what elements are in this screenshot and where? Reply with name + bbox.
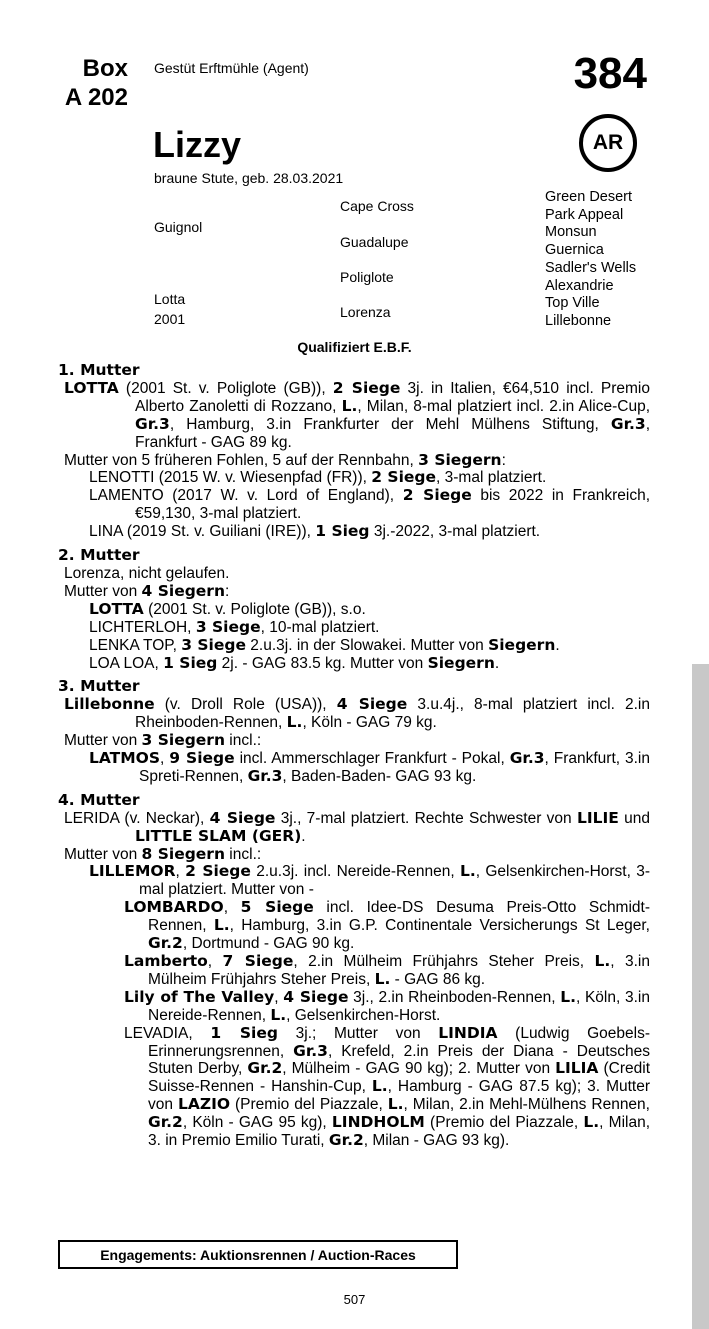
- bold-run: Lily of The Valley: [124, 987, 275, 1006]
- record-entry: [58, 989, 650, 1025]
- text-run: , Milan, 2.in Mehl-Mülhens Rennen,: [403, 1096, 650, 1114]
- text-run: Mutter von: [64, 582, 142, 600]
- record-entry: [58, 810, 650, 846]
- side-tab: [692, 664, 709, 1329]
- text-run: 3.u.4j., 8-mal platziert incl. 2.in Rheinboden-Rennen,: [135, 696, 650, 732]
- text-run: (Credit Suisse-Rennen - Hanshin-Cup,: [148, 1060, 650, 1096]
- text-run: , Milan, 8-mal platziert incl. 2.in Alice-Cup,: [357, 397, 650, 415]
- qualified-ebf: Qualifiziert E.B.F.: [297, 339, 412, 355]
- text-run: , Baden-Baden- GAG 93 kg.: [282, 767, 477, 785]
- bold-run: LINDIA: [438, 1023, 498, 1042]
- text-run: :: [225, 582, 230, 600]
- text-run: incl. Ammerschlager Frankfurt - Pokal,: [234, 750, 510, 768]
- pedigree-dam-dam: Lorenza: [340, 304, 391, 320]
- text-run: LEVADIA,: [124, 1024, 211, 1042]
- text-run: LENOTTI (2015 W. v. Wiesenpfad (FR)),: [89, 469, 372, 487]
- page-number: 507: [343, 1292, 366, 1307]
- bold-run: L.: [371, 1077, 388, 1096]
- bold-run: L.: [560, 987, 576, 1006]
- text-run: Mutter von: [64, 845, 142, 863]
- text-run: , Hamburg, 3.in G.P. Continentale Versicherungs St Leger,: [229, 917, 650, 935]
- pedigree-sire-dam: Guadalupe: [340, 234, 409, 250]
- bold-run: 7 Siege: [222, 952, 294, 970]
- text-run: .: [301, 827, 306, 845]
- text-run: , Köln - GAG 95 kg),: [182, 1114, 332, 1132]
- bold-run: 1 Sieg: [210, 1023, 278, 1042]
- bold-run: L.: [459, 862, 476, 881]
- text-run: , Milan, 3. in Premio Emilio Turati,: [148, 1114, 651, 1150]
- record-entry: [58, 1025, 650, 1150]
- family-section: [58, 547, 650, 672]
- bold-run: L.: [213, 916, 230, 935]
- text-run: Mutter von 5 früheren Fohlen, 5 auf der Rennbahn,: [64, 451, 419, 469]
- bold-run: LILLEMOR: [89, 862, 176, 881]
- bold-run: LOTTA: [64, 378, 119, 397]
- text-run: , Gelsenkirchen-Horst.: [286, 1006, 441, 1024]
- text-run: - GAG 86 kg.: [390, 970, 486, 988]
- bold-run: 2 Siege: [185, 862, 251, 881]
- text-run: 3j.; Mutter von: [277, 1024, 439, 1042]
- bold-run: 2 Siege: [332, 378, 401, 397]
- text-run: LINA (2019 St. v. Guiliani (IRE)),: [89, 523, 316, 541]
- record-entry: [58, 696, 650, 732]
- bold-run: L.: [341, 396, 358, 415]
- text-run: ,: [175, 863, 186, 881]
- bold-run: LITTLE SLAM (GER): [135, 826, 302, 845]
- text-run: 2.u.3j. incl. Nereide-Rennen,: [250, 863, 460, 881]
- text-run: (2001 St. v. Poliglote (GB)), s.o.: [143, 600, 366, 618]
- record-entry: [58, 523, 650, 541]
- pedigree-gen3-item: Top Ville: [545, 295, 600, 312]
- family-section: [58, 792, 650, 1150]
- record-entry: [58, 637, 650, 655]
- bold-run: 4 Siege: [283, 987, 349, 1006]
- text-run: , Krefeld, 2.in Preis der Diana - Deutsches Stuten Derby,: [148, 1042, 650, 1078]
- text-run: , Köln - GAG 79 kg.: [302, 714, 437, 732]
- record-entry: [58, 452, 650, 470]
- section-heading: 1. Mutter: [58, 361, 140, 379]
- bold-run: LINDHOLM: [331, 1113, 425, 1132]
- bold-run: 8 Siegern: [141, 844, 225, 863]
- text-run: (Ludwig Goebels-Erinnerungsrennen,: [148, 1024, 651, 1060]
- record-entry: [58, 565, 650, 583]
- record-entry: [58, 619, 650, 637]
- consignor: Gestüt Erftmühle (Agent): [154, 60, 309, 76]
- bold-run: 4 Siege: [336, 695, 408, 714]
- record-entry: [58, 750, 650, 786]
- text-run: LICHTERLOH,: [89, 618, 196, 636]
- record-entry: [58, 846, 650, 864]
- bold-run: LOTTA: [89, 599, 144, 618]
- section-heading: 2. Mutter: [58, 546, 140, 565]
- bold-run: Gr.2: [328, 1131, 364, 1150]
- bold-run: L.: [270, 1005, 287, 1024]
- record-entry: [58, 487, 650, 523]
- text-run: , 3-mal platziert.: [436, 469, 547, 487]
- text-run: und: [618, 809, 650, 827]
- bold-run: LAZIO: [177, 1095, 231, 1114]
- text-run: 3j., 7-mal platziert. Rechte Schwester von: [275, 809, 577, 827]
- bold-run: 5 Siege: [240, 898, 314, 917]
- bold-run: Gr.2: [148, 934, 183, 953]
- section-heading: 4. Mutter: [58, 790, 140, 809]
- bold-run: 2 Siege: [402, 486, 472, 505]
- bold-run: Gr.3: [509, 749, 545, 768]
- text-run: 2j. - GAG 83.5 kg. Mutter von: [217, 654, 428, 672]
- bold-run: Lillebonne: [64, 695, 155, 714]
- record-entry: [58, 469, 650, 487]
- text-run: Mutter von: [64, 732, 142, 750]
- text-run: (2001 St. v. Poliglote (GB)),: [118, 379, 333, 397]
- text-run: .: [494, 654, 500, 672]
- pedigree-dam-year: 2001: [154, 311, 186, 327]
- record-entry: [58, 583, 650, 601]
- family-section: [58, 362, 650, 541]
- text-run: , Frankfurt - GAG 89 kg.: [135, 415, 650, 451]
- pedigree-dam: [154, 291, 185, 327]
- pedigree-sire: Guignol: [154, 219, 203, 235]
- text-run: ,: [207, 953, 223, 970]
- text-run: incl.:: [225, 845, 262, 863]
- bold-run: 1 Sieg: [163, 653, 218, 672]
- record-entry: [58, 601, 650, 619]
- pedigree-gen3: [545, 189, 636, 331]
- record-entry: [58, 863, 650, 899]
- bold-run: LATMOS: [89, 749, 161, 768]
- family-record: [58, 362, 650, 1150]
- pedigree-gen3-item: Park Appeal: [545, 206, 624, 223]
- text-run: (Premio del Piazzale,: [424, 1114, 584, 1132]
- pedigree-gen3-item: Monsun: [545, 224, 597, 241]
- text-run: , Milan - GAG 93 kg).: [363, 1132, 510, 1150]
- text-run: , Dortmund - GAG 90 kg.: [182, 935, 355, 953]
- text-run: 3j.-2022, 3-mal platziert.: [369, 523, 541, 541]
- bold-run: L.: [583, 1113, 600, 1132]
- pedigree-gen3-item: Sadler's Wells: [545, 259, 637, 276]
- text-run: incl.:: [225, 732, 262, 750]
- ar-badge: AR: [579, 114, 637, 172]
- bold-run: Siegern: [427, 653, 495, 672]
- bold-run: L.: [594, 952, 611, 970]
- text-run: ,: [160, 750, 170, 768]
- bold-run: LILIE: [576, 808, 619, 827]
- horse-name: Lizzy: [153, 124, 242, 165]
- text-run: incl. Idee-DS Desuma Preis-Otto Schmidt-Rennen,: [148, 899, 651, 935]
- text-run: 3j., 2.in Rheinboden-Rennen,: [348, 988, 561, 1006]
- text-run: LOA LOA,: [89, 654, 164, 672]
- bold-run: 9 Siege: [169, 749, 235, 768]
- bold-run: Gr.3: [135, 414, 170, 433]
- pedigree-gen3-item: Lillebonne: [545, 312, 612, 329]
- bold-run: 3 Siege: [181, 635, 246, 654]
- pedigree-gen3-item: Guernica: [545, 242, 604, 259]
- bold-run: 2 Siege: [371, 468, 437, 487]
- pedigree-dam-name: Lotta: [154, 291, 186, 307]
- bold-run: 1 Sieg: [315, 522, 370, 541]
- text-run: , 3.in Mülheim Frühjahrs Steher Preis,: [148, 953, 650, 988]
- text-run: (Premio del Piazzale,: [230, 1096, 388, 1114]
- section-heading: 3. Mutter: [58, 677, 140, 696]
- text-run: , Hamburg - GAG 87.5 kg); 3. Mutter von: [148, 1078, 650, 1114]
- bold-run: LILIA: [555, 1059, 599, 1078]
- record-entry: [58, 953, 650, 989]
- pedigree-gen3-item: Alexandrie: [545, 277, 614, 294]
- box-label: [58, 54, 128, 112]
- bold-run: L.: [374, 969, 391, 988]
- pedigree-sire-sire: Cape Cross: [340, 198, 414, 214]
- text-run: bis 2022 in Frankreich, €59,130, 3-mal platziert.: [135, 487, 650, 523]
- record-entry: [58, 899, 650, 953]
- text-run: LAMENTO (2017 W. v. Lord of England),: [89, 487, 403, 505]
- pedigree-dam-sire: Poliglote: [340, 269, 394, 285]
- bold-run: 4 Siegern: [141, 581, 225, 600]
- text-run: LERIDA (v. Neckar),: [64, 809, 210, 827]
- bold-run: Siegern: [488, 635, 556, 654]
- text-run: Lorenza, nicht gelaufen.: [64, 564, 230, 582]
- text-run: , Hamburg, 3.in Frankfurter der Mehl Mülhens Stiftung,: [169, 415, 611, 433]
- text-run: .: [555, 636, 560, 654]
- text-run: , Köln, 3.in Nereide-Rennen,: [148, 988, 650, 1024]
- bold-run: L.: [387, 1095, 404, 1114]
- text-run: ,: [274, 988, 284, 1006]
- text-run: 2.u.3j. in der Slowakei. Mutter von: [245, 636, 489, 654]
- box-number: A 202: [64, 84, 128, 111]
- lot-number: 384: [573, 49, 647, 98]
- text-run: 3j. in Italien, €64,510 incl. Premio Alberto Zanoletti di Rozzano,: [135, 379, 650, 415]
- pedigree-gen3-item: Green Desert: [545, 189, 633, 205]
- bold-run: 4 Siege: [209, 808, 276, 827]
- bold-run: Gr.3: [610, 414, 646, 433]
- record-entry: [58, 655, 650, 673]
- horse-description: braune Stute, geb. 28.03.2021: [154, 170, 344, 186]
- text-run: :: [501, 451, 506, 469]
- family-section: [58, 678, 650, 785]
- record-entry: [58, 380, 650, 452]
- bold-run: 3 Siegern: [141, 731, 225, 750]
- text-run: , Frankfurt, 3.in Spreti-Rennen,: [139, 750, 650, 785]
- text-run: , Mülheim - GAG 90 kg); 2. Mutter von: [282, 1060, 556, 1078]
- bold-run: 3 Siege: [195, 617, 261, 636]
- bold-run: Gr.3: [247, 766, 283, 785]
- bold-run: LOMBARDO: [124, 898, 224, 917]
- bold-run: Gr.2: [148, 1113, 183, 1132]
- text-run: , 2.in Mülheim Frühjahrs Steher Preis,: [293, 953, 595, 970]
- engagements-box: Engagements: Auktionsrennen / Auction-Races: [58, 1240, 458, 1269]
- record-entry: [58, 732, 650, 750]
- bold-run: L.: [286, 713, 303, 732]
- text-run: LENKA TOP,: [89, 636, 182, 654]
- bold-run: Gr.3: [293, 1041, 328, 1060]
- bold-run: Gr.2: [247, 1059, 283, 1078]
- box-label-text: Box: [82, 55, 128, 82]
- text-run: , Gelsenkirchen-Horst, 3-mal platziert. Mutter von -: [139, 863, 651, 899]
- text-run: ,: [223, 899, 241, 917]
- bold-run: Lamberto: [124, 952, 208, 970]
- bold-run: 3 Siegern: [418, 450, 502, 469]
- text-run: (v. Droll Role (USA)),: [154, 696, 337, 714]
- text-run: , 10-mal platziert.: [260, 618, 380, 636]
